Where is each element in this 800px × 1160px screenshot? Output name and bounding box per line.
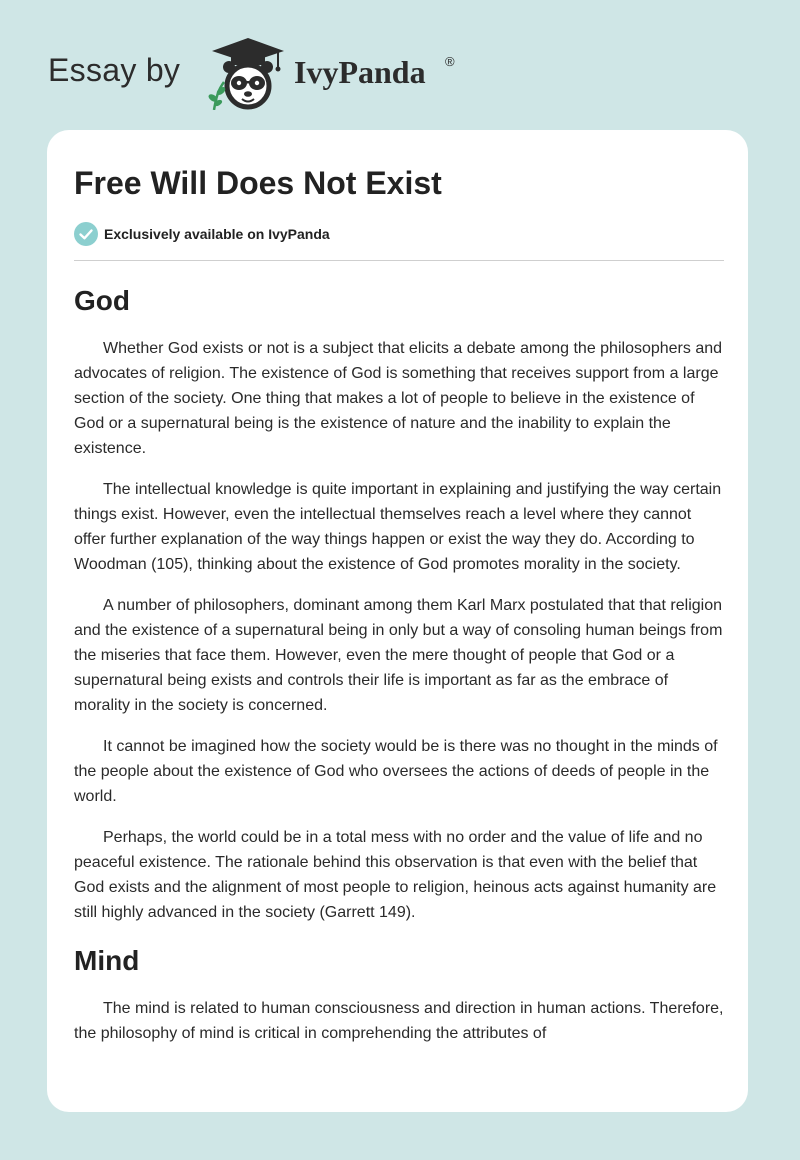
paragraph: The mind is related to human consciousness and direction in human actions. Therefore, the philosophy of mind is critical in comprehending the attributes of (74, 1000, 724, 1042)
exclusive-badge (74, 220, 724, 248)
graduation-cap-panda-icon[interactable] (204, 34, 290, 110)
check-circle-icon (74, 222, 98, 246)
site-header (48, 30, 752, 110)
section-heading-god: God (74, 285, 130, 316)
essay-content (74, 162, 724, 1062)
paragraph: Whether God exists or not is a subject that elicits a debate among the philosophers and advocates of religion. The existence of God is something that receives support from a large section of the society. One thing that makes a lot of people to believe in the existence of God or a supernatural being is the existence of nature and the inability to explain the existence. (74, 340, 723, 457)
brand-prefix: Essay by (48, 52, 181, 88)
paragraph: A number of philosophers, dominant among them Karl Marx postulated that that religion and the existence of a supernatural being in only but a way of consoling human beings from the miseries that face them. However, even the mere thought of people that God or a supernatural being exists and controls their life is important as far as the embrace of morality in the society is concerned. (74, 597, 723, 714)
essay-title: Free Will Does Not Exist (74, 165, 442, 201)
badge-text: Exclusively available on IvyPanda (104, 226, 330, 242)
paragraph: It cannot be imagined how the society would be is there was no thought in the minds of the people about the existence of God who oversees the actions of deeds of people in the world. (74, 738, 718, 805)
brand-name[interactable]: IvyPanda (294, 54, 426, 90)
paragraph: Perhaps, the world could be in a total mess with no order and the value of life and no peaceful existence. The rationale behind this observation is that even with the belief that God exists and the alignment of most people to religion, heinous acts against humanity are still highly advanced in the society (Garrett 149). (74, 829, 717, 921)
paragraph: The intellectual knowledge is quite important in explaining and justifying the way certain things exist. However, even the intellectual themselves reach a level where they cannot offer further explanation of the way things happen or exist the way they do. According to Woodman (105), thinking about the existence of God promotes morality in the society. (74, 481, 722, 573)
registered-mark: ® (445, 54, 455, 69)
essay-card (47, 130, 748, 1112)
title-divider (74, 260, 724, 261)
section-heading-mind: Mind (74, 945, 140, 976)
